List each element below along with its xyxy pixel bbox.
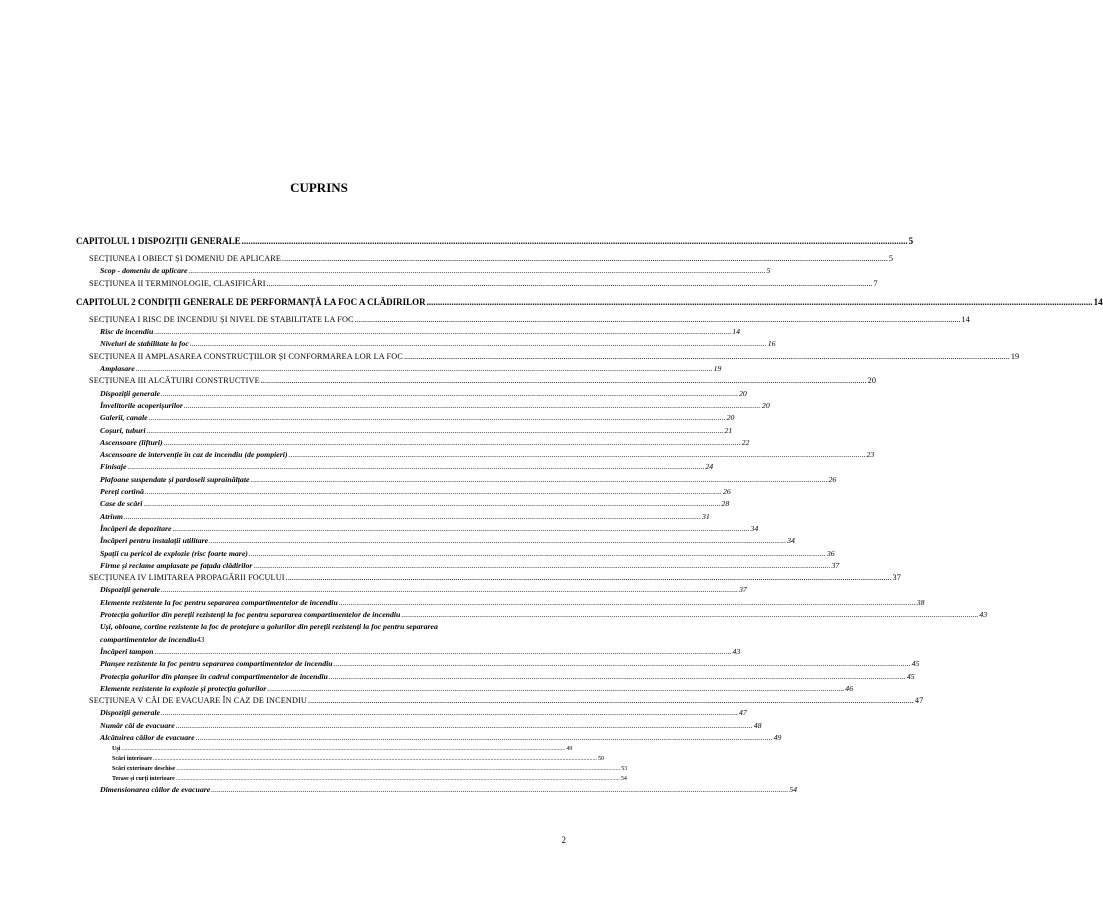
toc-entry[interactable]	[76, 535, 795, 547]
dot-leader	[339, 597, 916, 609]
dot-leader	[308, 695, 914, 707]
toc-entry-page: 16	[767, 339, 776, 349]
toc-entry-page: 20	[726, 413, 735, 423]
toc-entry-text: Elemente rezistente la explozie și protecția golurilor	[100, 683, 267, 693]
toc-entry[interactable]	[76, 437, 750, 449]
dot-leader	[164, 437, 741, 449]
dot-leader	[176, 720, 753, 732]
toc-entry-text: Galerii, canale	[100, 413, 148, 423]
toc-entry-text: Pereți cortină	[100, 487, 144, 497]
dot-leader	[267, 278, 873, 290]
dot-leader	[242, 229, 908, 253]
dot-leader	[161, 707, 738, 719]
toc-entry-page: 45	[911, 659, 920, 669]
toc-chapter[interactable]	[76, 290, 1103, 314]
toc-entry-page: 7	[873, 278, 878, 288]
table-of-contents	[76, 229, 1103, 797]
toc-entry-text: Elemente rezistente la foc pentru separarea compartimentelor de incendiu	[100, 597, 338, 607]
toc-entry-page: 26	[722, 487, 731, 497]
toc-entry[interactable]	[76, 784, 797, 796]
dot-leader	[211, 784, 788, 796]
toc-entry-text: SECȚIUNEA V CĂI DE EVACUARE ÎN CAZ DE INCENDIU	[89, 696, 307, 706]
toc-entry[interactable]	[76, 498, 730, 510]
dot-leader	[250, 474, 827, 486]
toc-entry-page: 19	[1010, 351, 1020, 361]
dot-leader	[427, 290, 1093, 314]
toc-entry-text: Ascensoare (lifturi)	[100, 437, 163, 447]
toc-entry[interactable]	[76, 338, 776, 350]
toc-entry-text: Scări interioare	[112, 756, 153, 763]
toc-entry-page: 50	[598, 756, 605, 763]
toc-entry[interactable]	[76, 326, 741, 338]
toc-entry-text: SECȚIUNEA II AMPLASAREA CONSTRUCȚIILOR ȘI CONFORMAREA LOR LA FOC	[89, 351, 403, 361]
toc-entry[interactable]	[76, 584, 747, 596]
toc-entry-text: Terase și curți interioare	[112, 776, 175, 783]
toc-entry-text: Case de scări	[100, 499, 143, 509]
toc-entry-page: 37	[831, 560, 840, 570]
toc-entry-text: SECȚIUNEA III ALCĂTUIRI CONSTRUCTIVE	[89, 376, 260, 386]
dot-leader	[289, 449, 866, 461]
dot-leader	[127, 461, 704, 473]
dot-leader	[196, 732, 773, 744]
toc-entry-text: Dispoziții generale	[100, 708, 160, 718]
dot-leader	[286, 572, 892, 584]
toc-entry-page: 14	[961, 314, 971, 324]
toc-section[interactable]	[76, 695, 924, 707]
dot-leader	[172, 523, 749, 535]
toc-entry[interactable]	[76, 720, 762, 732]
toc-entry-page: 48	[753, 720, 762, 730]
dot-leader	[189, 265, 766, 277]
toc-entry[interactable]	[76, 449, 875, 461]
toc-section[interactable]	[76, 278, 878, 290]
dot-leader	[267, 683, 844, 695]
toc-entry-text: Firme și reclame amplasate pe fațada clădirilor	[100, 560, 253, 570]
dot-leader	[282, 253, 888, 265]
toc-entry-text: SECȚIUNEA I RISC DE INCENDIU ȘI NIVEL DE STABILITATE LA FOC	[89, 314, 354, 324]
toc-entry-text: Alcătuirea căilor de evacuare	[100, 732, 195, 742]
toc-entry-text: Număr căi de evacuare	[100, 720, 175, 730]
toc-section[interactable]	[76, 253, 894, 265]
toc-entry[interactable]	[76, 486, 731, 498]
toc-entry-text: Dispoziții generale	[100, 585, 160, 595]
toc-section[interactable]	[76, 572, 902, 584]
dot-leader	[154, 326, 731, 338]
toc-entry-page: 34	[750, 523, 759, 533]
toc-entry[interactable]	[76, 597, 925, 609]
toc-entry[interactable]	[76, 523, 759, 535]
toc-entry[interactable]	[76, 707, 747, 719]
toc-entry-page: 23	[866, 450, 875, 460]
dot-leader	[404, 351, 1010, 363]
dot-leader	[184, 400, 761, 412]
toc-entry[interactable]	[76, 388, 747, 400]
toc-entry-text: Încăperi pentru instalații utilitare	[100, 536, 209, 546]
toc-entry[interactable]	[76, 265, 771, 277]
toc-entry[interactable]	[76, 621, 570, 646]
toc-entry-text: CAPITOLUL 2 CONDIȚII GENERALE DE PERFORMANȚĂ LA FOC A CLĂDIRILOR	[76, 296, 426, 307]
toc-entry-page: 36	[826, 548, 835, 558]
dot-leader	[161, 388, 738, 400]
dot-leader	[161, 584, 738, 596]
toc-entry-page: 20	[761, 400, 770, 410]
toc-entry-text: CAPITOLUL 1 DISPOZIȚII GENERALE	[76, 236, 241, 246]
toc-entry-page: 49	[773, 732, 782, 742]
dot-leader	[176, 774, 620, 784]
toc-entry-page: 43	[732, 646, 741, 656]
toc-entry-page: 20	[867, 376, 877, 386]
toc-entry-page: 43	[196, 634, 205, 644]
dot-leader	[355, 314, 961, 326]
toc-entry-page: 22	[741, 437, 750, 447]
dot-leader	[155, 646, 732, 658]
toc-entry-text: Încăperi tampon	[100, 646, 154, 656]
dot-leader	[124, 511, 701, 523]
dot-leader	[253, 560, 830, 572]
dot-leader	[143, 498, 720, 510]
toc-entry-text: Încăperi de depozitare	[100, 523, 172, 533]
toc-entry[interactable]	[76, 461, 714, 473]
toc-entry-page: 47	[738, 708, 747, 718]
toc-entry[interactable]	[76, 474, 837, 486]
toc-entry-page: 19	[713, 364, 722, 374]
toc-entry[interactable]	[76, 511, 710, 523]
toc-entry[interactable]	[76, 548, 835, 560]
toc-entry-continuation: compartimentelor de incendiu	[100, 634, 197, 644]
toc-entry-text: Protecția golurilor din pereții rezistenți la foc pentru separarea compartimentelor de incendiu	[100, 610, 401, 620]
toc-entry-page: 26	[828, 474, 837, 484]
toc-entry-text: Planșee rezistente la foc pentru separarea compartimentelor de incendiu	[100, 659, 333, 669]
toc-entry-page: 5	[888, 254, 894, 263]
toc-entry[interactable]	[76, 412, 735, 424]
dot-leader	[145, 486, 722, 498]
dot-leader	[249, 548, 826, 560]
toc-entry-page: 37	[738, 585, 747, 595]
toc-entry-text: Dispoziții generale	[100, 388, 160, 398]
toc-entry-text: Scop - domeniu de aplicare	[100, 266, 188, 276]
toc-entry-text: Scări exterioare deschise	[112, 766, 176, 773]
toc-entry[interactable]	[76, 609, 988, 621]
toc-entry-page: 46	[845, 683, 854, 693]
toc-entry-text: Niveluri de stabilitate la foc	[100, 339, 189, 349]
dot-leader	[329, 671, 906, 683]
toc-entry-text: SECȚIUNEA II TERMINOLOGIE, CLASIFICĂRI	[89, 278, 266, 288]
dot-leader	[401, 609, 978, 621]
toc-entry-text: Învelitorile acoperișurilor	[100, 400, 183, 410]
toc-entry-page: 14	[732, 327, 741, 337]
dot-leader	[121, 744, 565, 754]
dot-leader	[334, 658, 911, 670]
toc-entry-page: 53	[621, 766, 628, 773]
toc-entry-page: 24	[705, 462, 714, 472]
toc-entry-page: 31	[701, 511, 710, 521]
toc-entry[interactable]	[76, 363, 722, 375]
toc-entry[interactable]	[76, 754, 605, 764]
toc-section[interactable]	[76, 375, 877, 387]
toc-entry-text: Finisaje	[100, 462, 127, 472]
document-title: CUPRINS	[290, 180, 348, 195]
toc-section[interactable]	[76, 314, 971, 326]
toc-entry-page: 54	[789, 785, 797, 795]
toc-entry-page: 14	[1093, 296, 1103, 307]
toc-entry-page: 47	[914, 696, 924, 706]
toc-entry-page: 34	[787, 536, 795, 546]
toc-entry-text: Spații cu pericol de explozie (risc foarte mare)	[100, 548, 248, 558]
dot-leader	[149, 412, 726, 424]
toc-entry-page: 20	[738, 388, 747, 398]
dot-leader	[190, 338, 767, 350]
toc-entry[interactable]	[76, 683, 854, 695]
toc-entry-text: Atrium	[100, 511, 123, 521]
dot-leader	[153, 754, 597, 764]
dot-leader	[209, 535, 786, 547]
toc-entry-page: 38	[916, 597, 925, 607]
toc-entry-page: 43	[979, 610, 988, 620]
toc-entry-page: 37	[892, 573, 902, 583]
toc-entry-text: Uși, obloane, cortine rezistente la foc de protejare a golurilor din pereții rezistenți la foc pentru separarea	[100, 622, 438, 632]
toc-entry[interactable]	[76, 744, 573, 754]
toc-entry[interactable]	[76, 560, 840, 572]
dot-leader	[261, 375, 867, 387]
toc-entry-text: Risc de incendiu	[100, 327, 154, 337]
dot-leader	[147, 425, 724, 437]
toc-entry[interactable]	[76, 732, 782, 744]
toc-entry-text: Dimensionarea căilor de evacuare	[100, 785, 211, 795]
toc-entry-text: Plafoane suspendate și pardoseli supraînălțate	[100, 474, 250, 484]
page-number: 2	[561, 835, 566, 845]
toc-chapter[interactable]	[76, 229, 914, 253]
toc-entry-text: SECȚIUNEA IV LIMITAREA PROPAGĂRII FOCULUI	[89, 573, 285, 583]
dot-leader	[136, 363, 713, 375]
toc-entry-page: 21	[724, 425, 733, 435]
toc-entry-page: 45	[906, 671, 915, 681]
toc-section[interactable]	[76, 351, 1020, 363]
toc-entry-text: Protecția golurilor din planșee în cadrul compartimentelor de incendiu	[100, 671, 328, 681]
dot-leader	[176, 764, 620, 774]
toc-entry[interactable]	[76, 400, 770, 412]
toc-entry-text: Ascensoare de intervenție în caz de incendiu (de pompieri)	[100, 450, 288, 460]
toc-entry-page: 5	[908, 236, 914, 246]
toc-entry-page: 5	[766, 266, 771, 276]
toc-entry[interactable]	[76, 764, 628, 774]
toc-entry[interactable]	[76, 658, 920, 670]
toc-entry-text: Amplasare	[100, 364, 135, 374]
toc-entry-text: Uși	[112, 746, 121, 753]
toc-entry[interactable]	[76, 646, 741, 658]
toc-entry[interactable]	[76, 671, 915, 683]
toc-entry[interactable]	[76, 425, 733, 437]
toc-entry-text: Coșuri, tuburi	[100, 425, 146, 435]
toc-entry-page: 49	[566, 746, 573, 753]
toc-entry[interactable]	[76, 774, 627, 784]
toc-entry-text: SECȚIUNEA I OBIECT ȘI DOMENIU DE APLICARE	[89, 254, 282, 263]
toc-entry-page: 28	[721, 499, 730, 509]
toc-entry-page: 54	[620, 776, 627, 783]
